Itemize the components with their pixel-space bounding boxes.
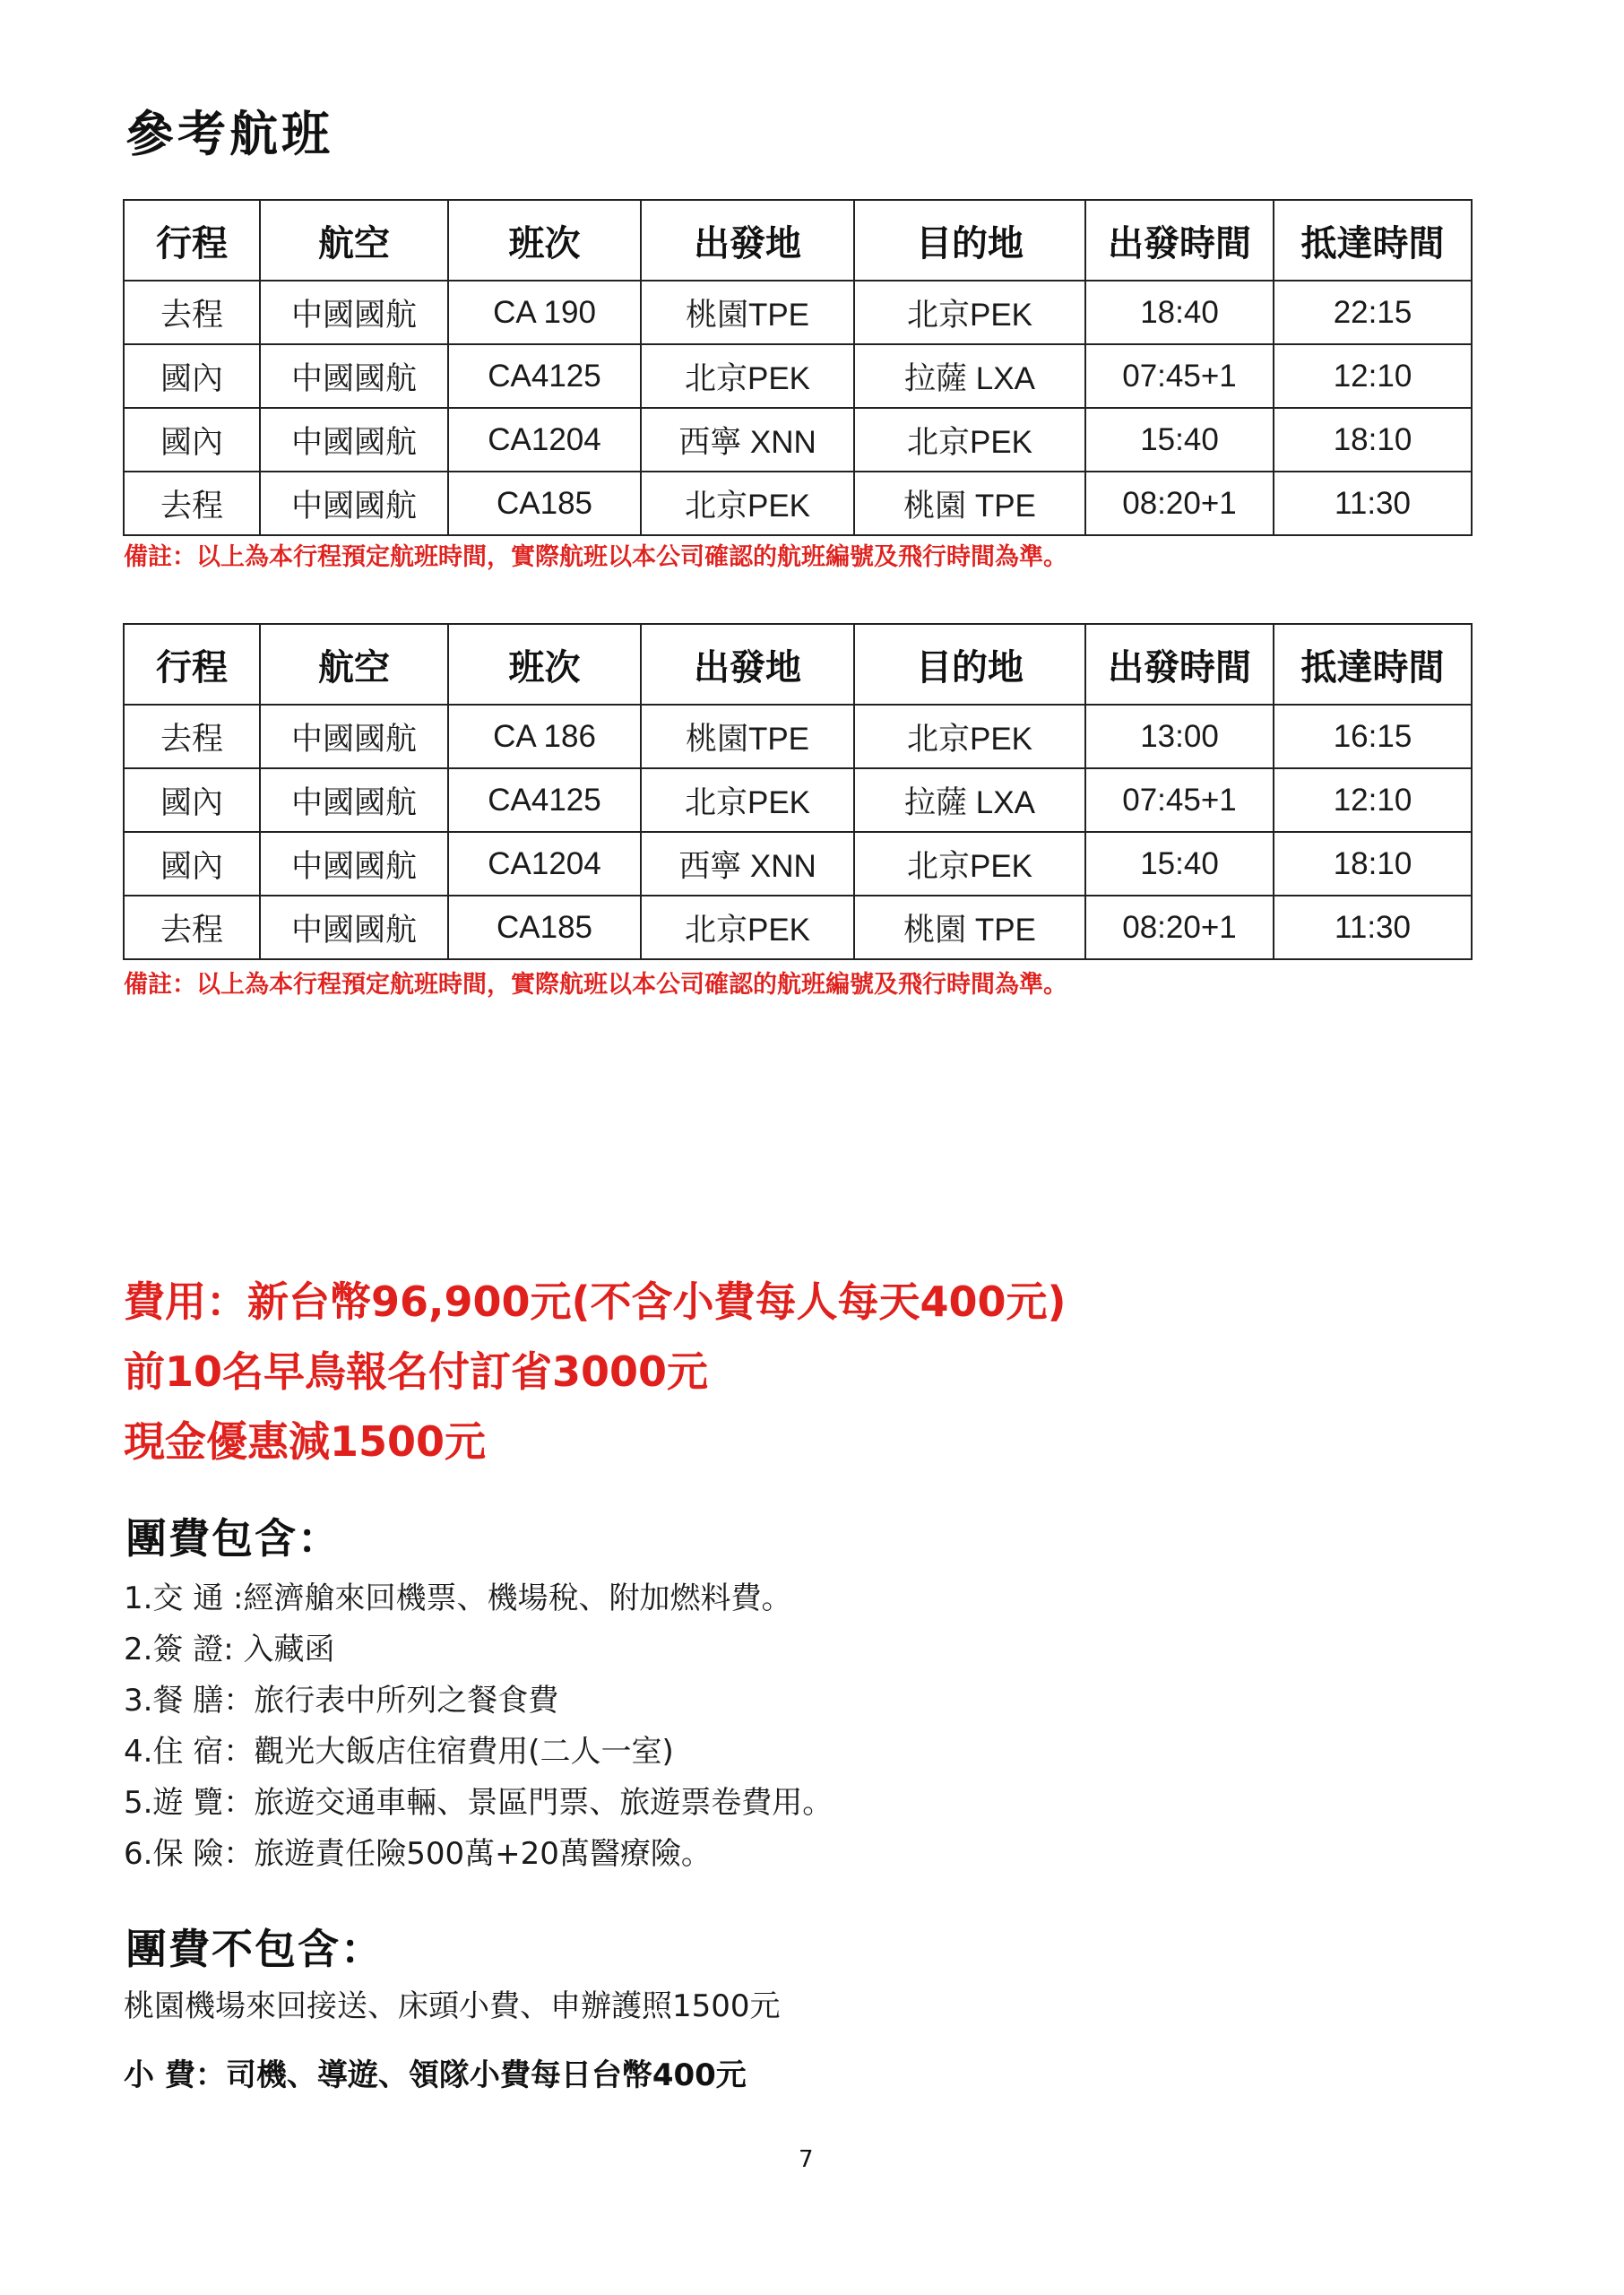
column-header-itinerary: 行程 (124, 624, 260, 705)
cell-destination: 桃園 TPE (854, 896, 1085, 959)
cell-flight-no: CA185 (448, 896, 641, 959)
cell-airline: 中國國航 (260, 472, 448, 535)
excluded-heading: 團費不包含： (125, 1925, 384, 1973)
column-header-itinerary: 行程 (124, 200, 260, 281)
cell-itinerary: 去程 (124, 896, 260, 959)
cell-itinerary: 國內 (124, 768, 260, 832)
cell-itinerary: 國內 (124, 408, 260, 472)
cell-arrival-time: 22:15 (1274, 281, 1472, 344)
cell-airline: 中國國航 (260, 896, 448, 959)
early-bird-discount: 前10名早鳥報名付訂省3000元 (124, 1347, 709, 1396)
cell-itinerary: 國內 (124, 832, 260, 896)
included-heading: 團費包含： (125, 1514, 341, 1563)
table-header-row (124, 200, 1472, 281)
flight-note: 備註：以上為本行程預定航班時間，實際航班以本公司確認的航班編號及飛行時間為準。 (124, 971, 1067, 999)
cell-airline: 中國國航 (260, 408, 448, 472)
column-header-airline: 航空 (260, 200, 448, 281)
cell-flight-no: CA 190 (448, 281, 641, 344)
cell-destination: 拉薩 LXA (854, 768, 1085, 832)
cell-airline: 中國國航 (260, 832, 448, 896)
cell-arrival-time: 11:30 (1274, 472, 1472, 535)
cell-departure-time: 07:45+1 (1085, 768, 1274, 832)
cell-departure-time: 15:40 (1085, 408, 1274, 472)
cell-flight-no: CA4125 (448, 768, 641, 832)
cell-flight-no: CA185 (448, 472, 641, 535)
tip-info: 小 費：司機、導遊、領隊小費每日台幣400元 (124, 2057, 747, 2093)
table-row (124, 768, 1472, 832)
excluded-text: 桃園機場來回接送、床頭小費、申辦護照1500元 (124, 1988, 781, 2024)
cell-origin: 西寧 XNN (641, 832, 854, 896)
included-item-transport: 1.交 通 :經濟艙來回機票、機場稅、附加燃料費。 (124, 1581, 792, 1616)
included-item-meals: 3.餐 膳：旅行表中所列之餐食費 (124, 1683, 559, 1719)
cell-flight-no: CA 186 (448, 705, 641, 768)
cell-departure-time: 13:00 (1085, 705, 1274, 768)
cell-departure-time: 08:20+1 (1085, 472, 1274, 535)
cell-origin: 桃園TPE (641, 705, 854, 768)
cell-itinerary: 去程 (124, 281, 260, 344)
cell-airline: 中國國航 (260, 768, 448, 832)
table-header-row (124, 624, 1472, 705)
cell-departure-time: 07:45+1 (1085, 344, 1274, 408)
column-header-airline: 航空 (260, 624, 448, 705)
cell-arrival-time: 12:10 (1274, 768, 1472, 832)
cell-departure-time: 18:40 (1085, 281, 1274, 344)
included-item-visa: 2.簽 證: 入藏函 (124, 1632, 335, 1667)
column-header-arrival-time: 抵達時間 (1274, 624, 1472, 705)
cell-flight-no: CA4125 (448, 344, 641, 408)
table-row (124, 408, 1472, 472)
cell-itinerary: 國內 (124, 344, 260, 408)
column-header-origin: 出發地 (641, 624, 854, 705)
column-header-departure-time: 出發時間 (1085, 200, 1274, 281)
column-header-origin: 出發地 (641, 200, 854, 281)
column-header-flight-no: 班次 (448, 624, 641, 705)
table-row (124, 281, 1472, 344)
cell-arrival-time: 11:30 (1274, 896, 1472, 959)
cell-airline: 中國國航 (260, 705, 448, 768)
flight-note: 備註：以上為本行程預定航班時間，實際航班以本公司確認的航班編號及飛行時間為準。 (124, 543, 1067, 571)
cell-origin: 北京PEK (641, 768, 854, 832)
column-header-departure-time: 出發時間 (1085, 624, 1274, 705)
table-row (124, 896, 1472, 959)
column-header-arrival-time: 抵達時間 (1274, 200, 1472, 281)
included-item-sightseeing: 5.遊 覽：旅遊交通車輛、景區門票、旅遊票卷費用。 (124, 1785, 834, 1821)
flight-table-2 (123, 623, 1473, 960)
cell-origin: 北京PEK (641, 896, 854, 959)
cell-arrival-time: 18:10 (1274, 832, 1472, 896)
section-title: 參考航班 (125, 106, 333, 162)
page-number: 7 (799, 2146, 814, 2173)
cell-departure-time: 15:40 (1085, 832, 1274, 896)
included-item-lodging: 4.住 宿：觀光大飯店住宿費用(二人一室) (124, 1734, 674, 1770)
cell-airline: 中國國航 (260, 281, 448, 344)
table-row (124, 472, 1472, 535)
cell-itinerary: 去程 (124, 472, 260, 535)
cell-destination: 桃園 TPE (854, 472, 1085, 535)
cell-arrival-time: 18:10 (1274, 408, 1472, 472)
cell-origin: 西寧 XNN (641, 408, 854, 472)
cell-destination: 拉薩 LXA (854, 344, 1085, 408)
cell-departure-time: 08:20+1 (1085, 896, 1274, 959)
table-row (124, 344, 1472, 408)
column-header-flight-no: 班次 (448, 200, 641, 281)
table-row (124, 832, 1472, 896)
included-item-insurance: 6.保 險：旅遊責任險500萬+20萬醫療險。 (124, 1836, 712, 1872)
flight-table-1 (123, 199, 1473, 536)
cell-airline: 中國國航 (260, 344, 448, 408)
cell-origin: 桃園TPE (641, 281, 854, 344)
cell-destination: 北京PEK (854, 832, 1085, 896)
cell-itinerary: 去程 (124, 705, 260, 768)
cell-flight-no: CA1204 (448, 408, 641, 472)
column-header-destination: 目的地 (854, 624, 1085, 705)
table-row (124, 705, 1472, 768)
column-header-destination: 目的地 (854, 200, 1085, 281)
cell-origin: 北京PEK (641, 472, 854, 535)
cell-destination: 北京PEK (854, 281, 1085, 344)
cell-destination: 北京PEK (854, 408, 1085, 472)
cell-destination: 北京PEK (854, 705, 1085, 768)
cell-arrival-time: 16:15 (1274, 705, 1472, 768)
cell-origin: 北京PEK (641, 344, 854, 408)
price-line: 費用：新台幣96,900元(不含小費每人每天400元) (124, 1277, 1067, 1326)
cash-discount: 現金優惠減1500元 (124, 1417, 487, 1466)
cell-arrival-time: 12:10 (1274, 344, 1472, 408)
cell-flight-no: CA1204 (448, 832, 641, 896)
